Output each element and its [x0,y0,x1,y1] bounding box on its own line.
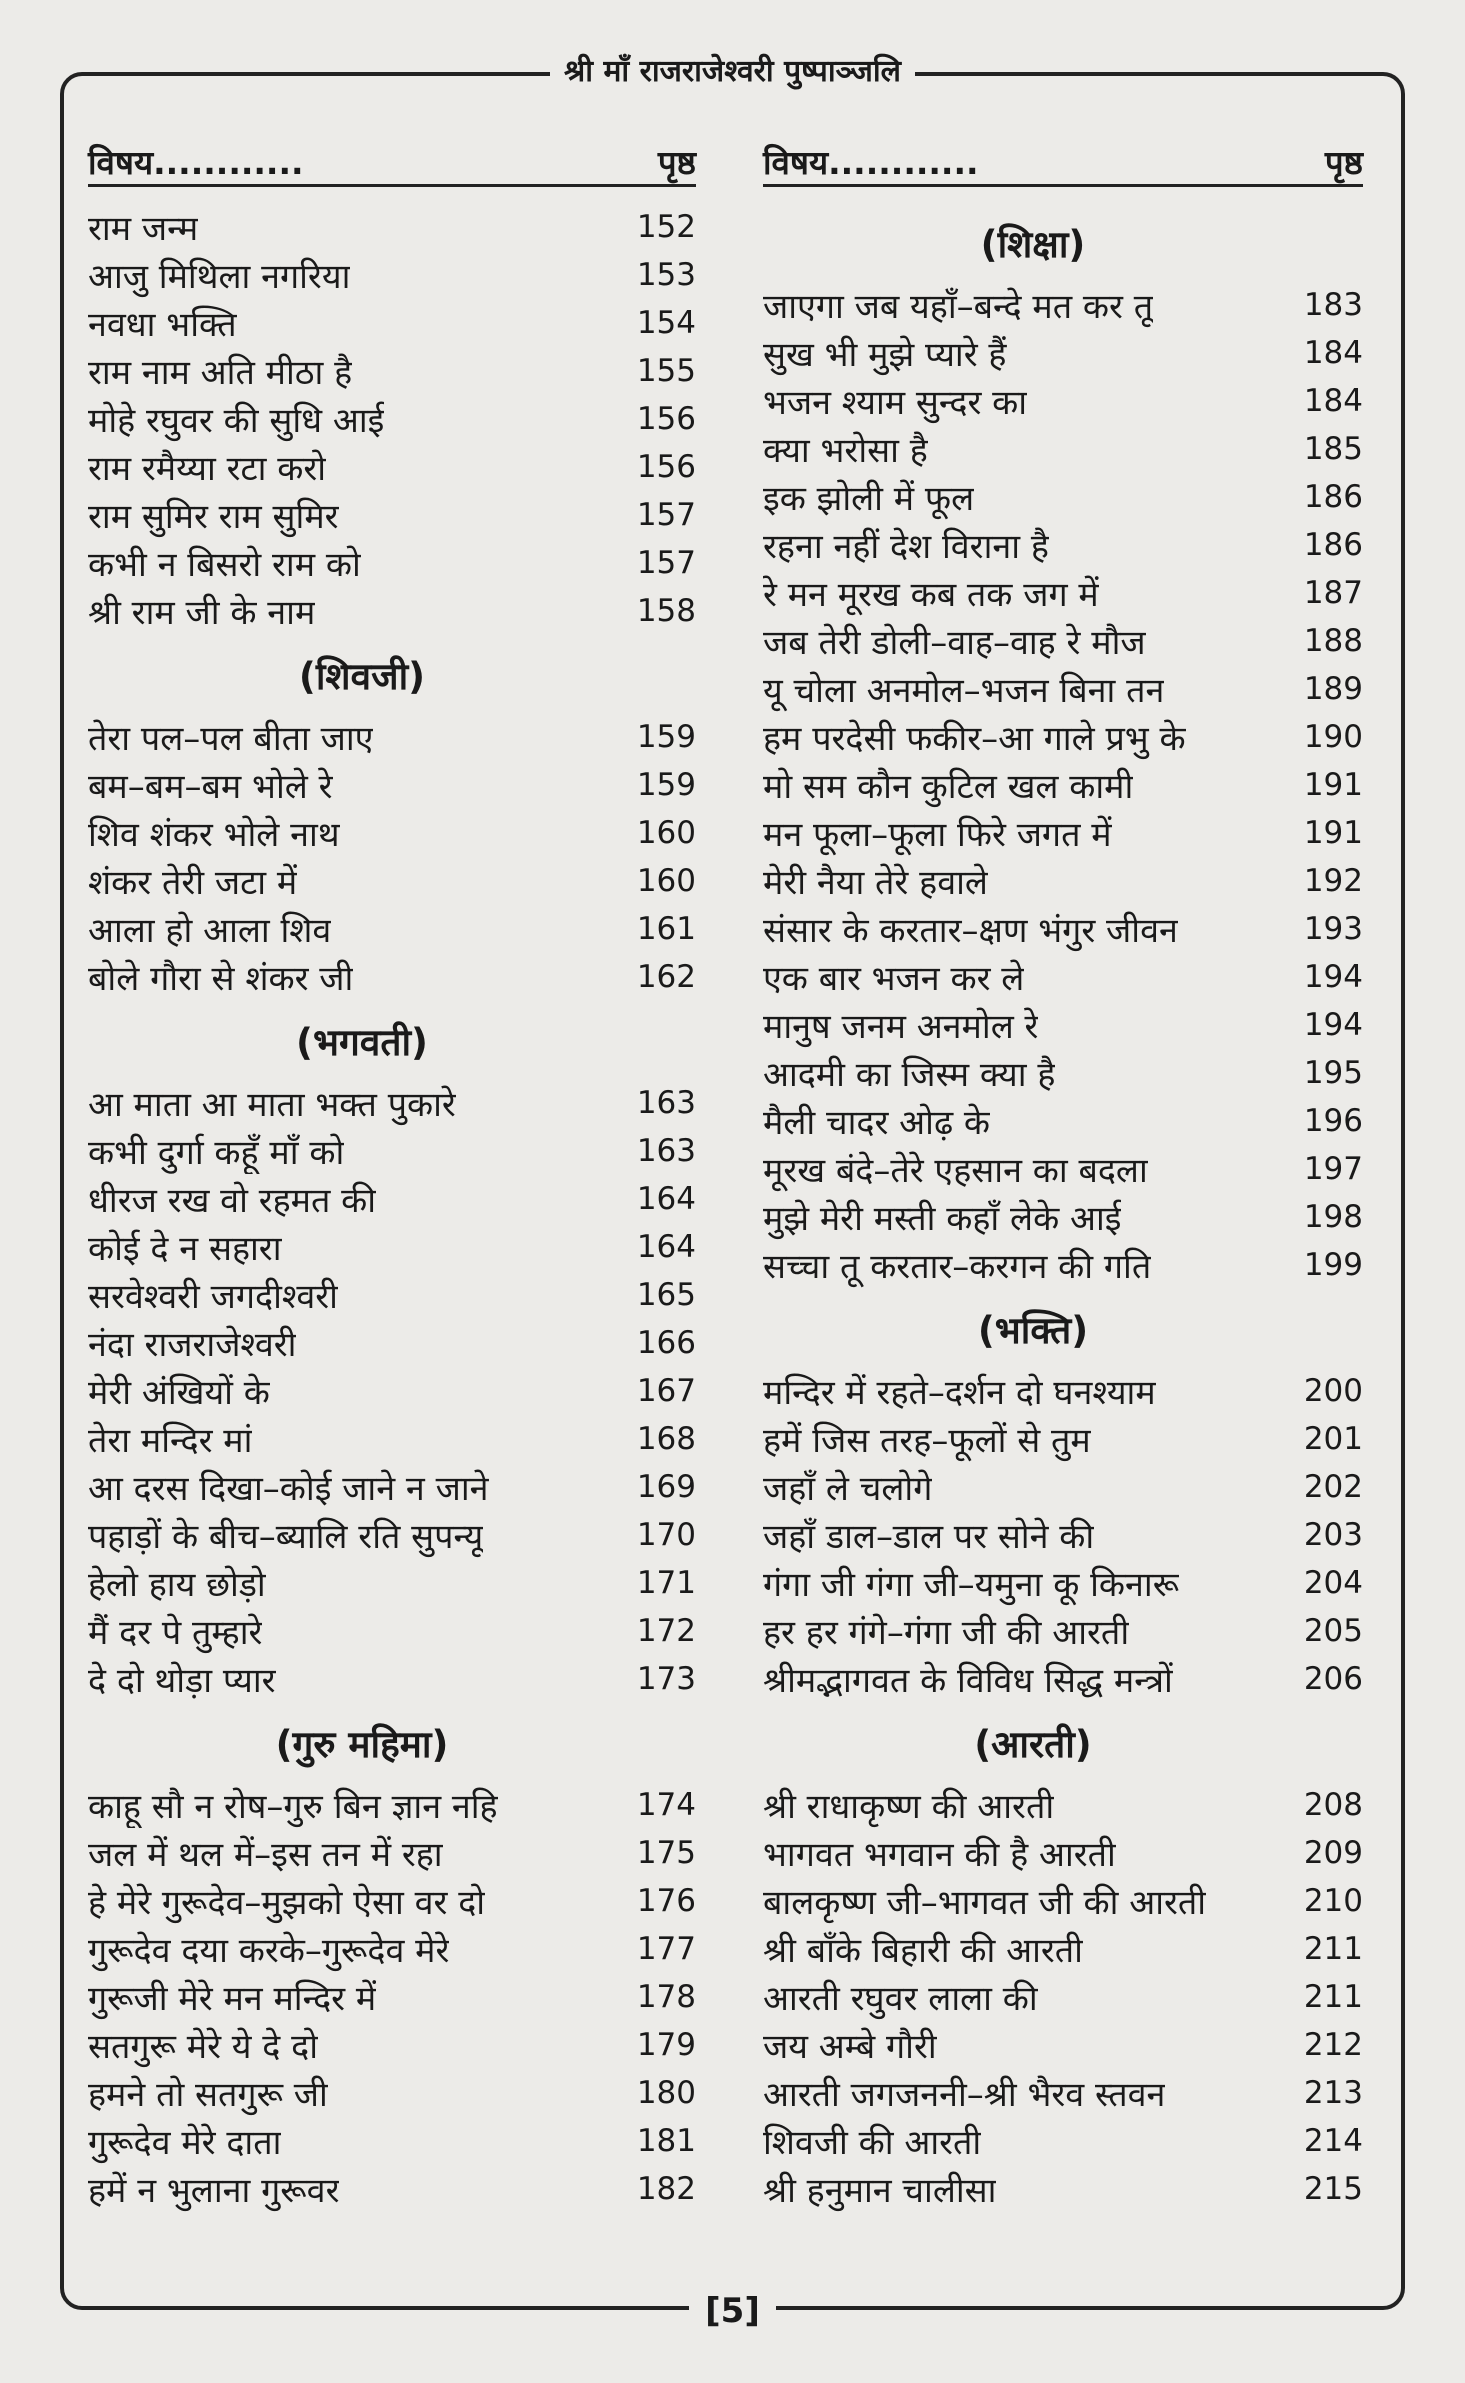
left-toc-list [88,203,696,2213]
entry-title: राम सुमिर राम सुमिर [88,497,339,537]
entry-page: 195 [1303,1055,1363,1091]
toc-entry [763,761,1363,809]
entry-title: हमें न भुलाना गुरूवर [88,2171,340,2211]
entry-title: शिव शंकर भोले नाथ [88,815,340,855]
toc-entry [763,2165,1363,2213]
toc-entry [88,1175,696,1223]
toc-entry [88,443,696,491]
entry-title: बम–बम–बम भोले रे [88,767,333,807]
entry-title: भजन श्याम सुन्दर का [763,383,1028,423]
toc-entry [763,857,1363,905]
entry-page: 214 [1303,2123,1363,2159]
entry-title: मन्दिर में रहते–दर्शन दो घनश्याम [763,1373,1156,1413]
book-title: श्री माँ राजराजेश्वरी पुष्पाञ्जलि [550,54,915,89]
entry-title: मैली चादर ओढ़ के [763,1103,991,1143]
toc-entry [88,299,696,347]
entry-page: 154 [636,305,696,341]
toc-entry [763,521,1363,569]
entry-title: मन फूला–फूला फिरे जगत में [763,815,1112,855]
entry-page: 198 [1303,1199,1363,1235]
entry-page: 194 [1303,959,1363,995]
subject-heading: विषय............ [88,143,304,182]
entry-title: सच्चा तू करतार–करगन की गति [763,1247,1152,1287]
toc-entry [88,203,696,251]
toc-entry [763,2069,1363,2117]
entry-page: 155 [636,353,696,389]
entry-title: तेरा पल–पल बीता जाए [88,719,374,759]
entry-page: 191 [1303,767,1363,803]
entry-page: 188 [1303,623,1363,659]
entry-page: 184 [1303,335,1363,371]
entry-title: नंदा राजराजेश्वरी [88,1325,297,1365]
entry-title: श्री राधाकृष्ण की आरती [763,1787,1055,1827]
toc-entry [88,1607,696,1655]
entry-title: तेरा मन्दिर मां [88,1421,253,1461]
entry-title: गुरूजी मेरे मन मन्दिर में [88,1979,377,2019]
entry-page: 183 [1303,287,1363,323]
entry-page: 194 [1303,1007,1363,1043]
entry-page: 152 [636,209,696,245]
entry-page: 170 [636,1517,696,1553]
section-heading: (आरती) [974,1722,1092,1766]
toc-entry [88,713,696,761]
entry-page: 161 [636,911,696,947]
entry-page: 159 [636,719,696,755]
subject-heading: विषय............ [763,143,979,182]
toc-entry [88,1877,696,1925]
toc-entry [763,665,1363,713]
entry-title: जब तेरी डोली–वाह–वाह रे मौज [763,623,1146,663]
entry-title: जय अम्बे गौरी [763,2027,937,2067]
entry-page: 185 [1303,431,1363,467]
entry-page: 157 [636,497,696,533]
toc-entry [88,1127,696,1175]
toc-entry [88,1079,696,1127]
entry-title: हे मेरे गुरूदेव–मुझको ऐसा वर दो [88,1883,486,1923]
toc-entry [88,1925,696,1973]
toc-entry [763,1367,1363,1415]
entry-page: 162 [636,959,696,995]
toc-entry [763,377,1363,425]
entry-title: एक बार भजन कर ले [763,959,1025,999]
entry-page: 160 [636,863,696,899]
toc-entry [763,281,1363,329]
entry-page: 213 [1303,2075,1363,2111]
toc-entry [763,617,1363,665]
entry-title: सरवेश्वरी जगदीश्वरी [88,1277,338,1317]
toc-entry [763,1607,1363,1655]
entry-title: मूरख बंदे–तेरे एहसान का बदला [763,1151,1148,1191]
entry-page: 176 [636,1883,696,1919]
entry-title: सुख भी मुझे प्यारे हैं [763,335,1007,375]
entry-page: 164 [636,1229,696,1265]
entry-title: आजु मिथिला नगरिया [88,257,351,297]
entry-page: 182 [636,2171,696,2207]
toc-entry [88,2117,696,2165]
right-column-header [763,124,1363,187]
entry-title: मोहे रघुवर की सुधि आई [88,401,385,441]
toc-entry [763,905,1363,953]
entry-page: 205 [1303,1613,1363,1649]
left-column-header [88,124,696,187]
entry-page: 163 [636,1133,696,1169]
entry-page: 211 [1303,1931,1363,1967]
entry-page: 192 [1303,863,1363,899]
entry-title: जहाँ ले चलोगे [763,1469,933,1509]
entry-page: 209 [1303,1835,1363,1871]
toc-entry [88,1271,696,1319]
toc-entry [763,1829,1363,1877]
section-heading: (भगवती) [296,1020,428,1064]
section-heading: (भक्ति) [977,1308,1089,1352]
entry-page: 153 [636,257,696,293]
entry-title: गंगा जी गंगा जी–यमुना कू किनारू [763,1565,1180,1605]
entry-page: 211 [1303,1979,1363,2015]
entry-page: 159 [636,767,696,803]
entry-title: श्री हनुमान चालीसा [763,2171,997,2211]
entry-title: भागवत भगवान की है आरती [763,1835,1116,1875]
entry-page: 156 [636,449,696,485]
toc-entry [88,1367,696,1415]
entry-page: 164 [636,1181,696,1217]
toc-entry [763,473,1363,521]
right-column [763,124,1363,2213]
toc-entry [88,857,696,905]
entry-title: हमें जिस तरह–फूलों से तुम [763,1421,1091,1461]
entry-page: 184 [1303,383,1363,419]
toc-entry [88,1559,696,1607]
entry-page: 203 [1303,1517,1363,1553]
toc-entry [88,1511,696,1559]
entry-page: 166 [636,1325,696,1361]
entry-page: 190 [1303,719,1363,755]
entry-title: श्रीमद्भागवत के विविध सिद्ध मन्त्रों [763,1661,1173,1701]
entry-page: 167 [636,1373,696,1409]
toc-entry [88,251,696,299]
toc-entry [88,587,696,635]
entry-title: राम नाम अति मीठा है [88,353,353,393]
entry-page: 174 [636,1787,696,1823]
entry-title: नवधा भक्ति [88,305,237,345]
entry-title: रहना नहीं देश विराना है [763,527,1049,567]
toc-entry [763,953,1363,1001]
entry-title: जहाँ डाल–डाल पर सोने की [763,1517,1095,1557]
entry-title: हम परदेसी फकीर–आ गाले प्रभु के [763,719,1186,759]
entry-title: शंकर तेरी जटा में [88,863,298,903]
entry-title: राम जन्म [88,209,199,249]
entry-page: 202 [1303,1469,1363,1505]
entry-page: 157 [636,545,696,581]
toc-entry [88,2069,696,2117]
toc-entry [88,1319,696,1367]
toc-entry [88,761,696,809]
toc-entry [88,1415,696,1463]
toc-entry [763,1781,1363,1829]
toc-entry [88,347,696,395]
toc-entry [88,539,696,587]
entry-page: 179 [636,2027,696,2063]
entry-title: श्री राम जी के नाम [88,593,316,633]
entry-page: 172 [636,1613,696,1649]
entry-page: 197 [1303,1151,1363,1187]
entry-title: राम रमैय्या रटा करो [88,449,327,489]
toc-entry [88,1655,696,1703]
page-number: [5] [689,2291,776,2331]
entry-title: शिवजी की आरती [763,2123,982,2163]
entry-title: यू चोला अनमोल–भजन बिना तन [763,671,1165,711]
section-heading: (शिवजी) [298,654,426,698]
entry-title: आरती जगजननी–श्री भैरव स्तवन [763,2075,1166,2115]
entry-title: आ माता आ माता भक्त पुकारे [88,1085,456,1125]
entry-title: जाएगा जब यहाँ–बन्दे मत कर तू [763,287,1154,327]
toc-entry [763,329,1363,377]
toc-entry [88,491,696,539]
entry-page: 177 [636,1931,696,1967]
toc-entry [763,1001,1363,1049]
entry-page: 156 [636,401,696,437]
entry-title: कभी न बिसरो राम को [88,545,361,585]
entry-title: कोई दे न सहारा [88,1229,282,1269]
toc-entry [763,1049,1363,1097]
entry-title: काहू सौ न रोष–गुरु बिन ज्ञान नहि [88,1787,498,1827]
page-heading: पृष्ठ [657,143,696,182]
entry-title: आ दरस दिखा–कोई जाने न जाने [88,1469,489,1509]
entry-title: श्री बाँके बिहारी की आरती [763,1931,1083,1971]
entry-page: 201 [1303,1421,1363,1457]
entry-page: 212 [1303,2027,1363,2063]
toc-entry [763,2117,1363,2165]
entry-page: 169 [636,1469,696,1505]
entry-title: दे दो थोड़ा प्यार [88,1661,276,1701]
toc-entry [763,1877,1363,1925]
entry-title: हमने तो सतगुरू जी [88,2075,328,2115]
toc-entry [763,1559,1363,1607]
entry-title: मानुष जनम अनमोल रे [763,1007,1039,1047]
toc-entry [88,953,696,1001]
right-toc-list [763,203,1363,2213]
entry-page: 163 [636,1085,696,1121]
entry-page: 210 [1303,1883,1363,1919]
entry-title: क्या भरोसा है [763,431,928,471]
left-column [88,124,696,2213]
toc-entry [88,1463,696,1511]
entry-page: 196 [1303,1103,1363,1139]
entry-title: पहाड़ों के बीच–ब्यालि रति सुपन्यू [88,1517,484,1557]
entry-title: जल में थल में–इस तन में रहा [88,1835,443,1875]
toc-entry [763,1241,1363,1289]
entry-title: धीरज रख वो रहमत की [88,1181,377,1221]
page-heading: पृष्ठ [1324,143,1363,182]
entry-page: 165 [636,1277,696,1313]
toc-entry [763,713,1363,761]
toc-entry [88,1829,696,1877]
toc-entry [763,1415,1363,1463]
entry-page: 215 [1303,2171,1363,2207]
entry-title: आदमी का जिस्म क्या है [763,1055,1056,1095]
entry-title: मैं दर पे तुम्हारे [88,1613,263,1653]
entry-title: कभी दुर्गा कहूँ माँ को [88,1133,345,1173]
toc-entry [763,1463,1363,1511]
entry-title: रे मन मूरख कब तक जग में [763,575,1099,615]
entry-title: इक झोली में फूल [763,479,975,519]
entry-page: 186 [1303,479,1363,515]
toc-entry [88,809,696,857]
entry-page: 200 [1303,1373,1363,1409]
toc-entry [763,1145,1363,1193]
entry-page: 175 [636,1835,696,1871]
entry-title: गुरूदेव दया करके–गुरूदेव मेरे [88,1931,450,1971]
entry-page: 181 [636,2123,696,2159]
entry-page: 208 [1303,1787,1363,1823]
toc-entry [763,2021,1363,2069]
entry-page: 206 [1303,1661,1363,1697]
toc-entry [763,809,1363,857]
entry-title: मुझे मेरी मस्ती कहाँ लेके आई [763,1199,1122,1239]
toc-entry [763,425,1363,473]
entry-page: 178 [636,1979,696,2015]
entry-title: बालकृष्ण जी–भागवत जी की आरती [763,1883,1207,1923]
entry-page: 199 [1303,1247,1363,1283]
toc-entry [88,2021,696,2069]
entry-page: 191 [1303,815,1363,851]
entry-title: हर हर गंगे–गंगा जी की आरती [763,1613,1130,1653]
toc-entry [88,1973,696,2021]
entry-title: संसार के करतार–क्षण भंगुर जीवन [763,911,1178,951]
entry-page: 173 [636,1661,696,1697]
entry-title: हेलो हाय छोड़ो [88,1565,266,1605]
entry-title: मेरी अंखियों के [88,1373,270,1413]
entry-page: 189 [1303,671,1363,707]
entry-page: 187 [1303,575,1363,611]
entry-title: बोले गौरा से शंकर जी [88,959,354,999]
toc-entry [763,1193,1363,1241]
toc-entry [88,905,696,953]
entry-title: मेरी नैया तेरे हवाले [763,863,988,903]
entry-page: 193 [1303,911,1363,947]
section-heading: (गुरु महिमा) [275,1722,449,1766]
toc-entry [88,1223,696,1271]
page-footer [0,2286,1465,2336]
entry-title: सतगुरू मेरे ये दे दो [88,2027,319,2067]
entry-page: 204 [1303,1565,1363,1601]
entry-page: 186 [1303,527,1363,563]
toc-entry [88,395,696,443]
toc-entry [88,1781,696,1829]
section-heading: (शिक्षा) [980,222,1086,266]
toc-entry [763,569,1363,617]
entry-title: मो सम कौन कुटिल खल कामी [763,767,1134,807]
entry-title: गुरूदेव मेरे दाता [88,2123,282,2163]
toc-entry [763,1655,1363,1703]
entry-page: 180 [636,2075,696,2111]
toc-entry [763,1097,1363,1145]
entry-title: आरती रघुवर लाला की [763,1979,1038,2019]
toc-entry [88,2165,696,2213]
entry-page: 171 [636,1565,696,1601]
toc-entry [763,1973,1363,2021]
entry-page: 158 [636,593,696,629]
entry-page: 160 [636,815,696,851]
entry-page: 168 [636,1421,696,1457]
toc-entry [763,1925,1363,1973]
entry-title: आला हो आला शिव [88,911,332,951]
toc-entry [763,1511,1363,1559]
